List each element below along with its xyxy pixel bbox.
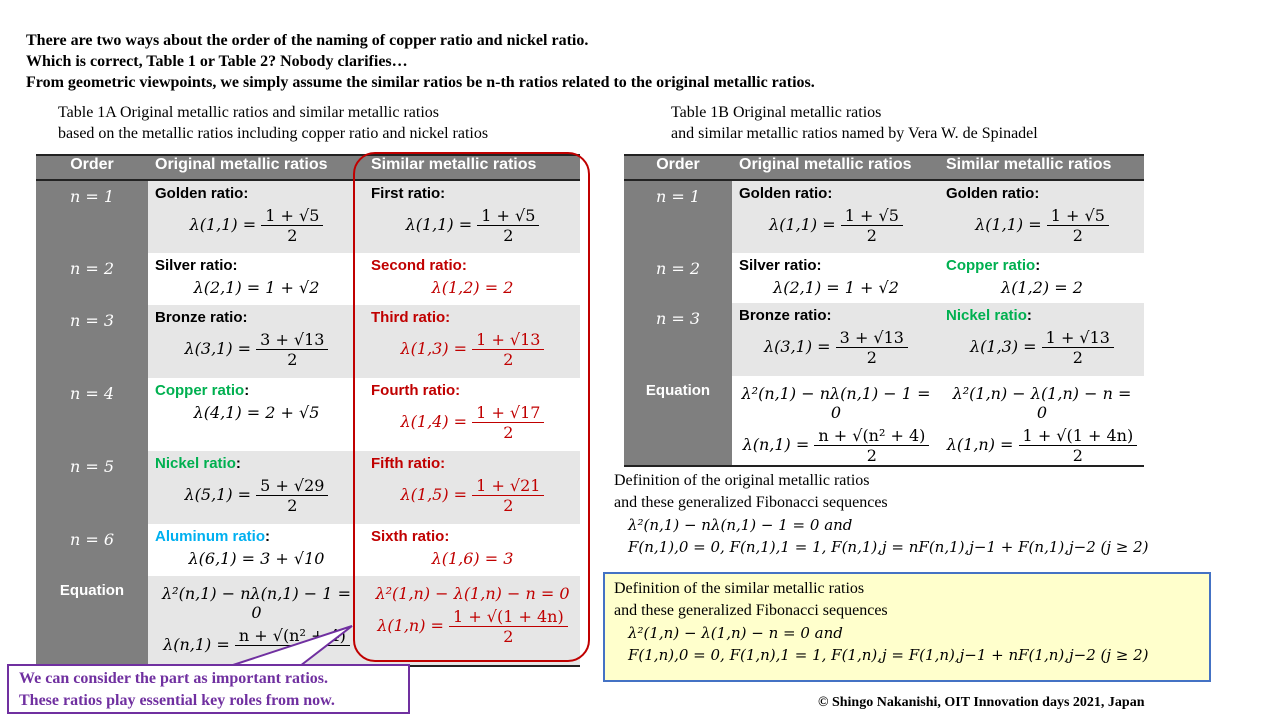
definition-equation: λ²(1,n) − λ(1,n) − n = 0 and (628, 624, 843, 642)
intro-line-2: Which is correct, Table 1 or Table 2? Nobody clarifies… (26, 53, 408, 70)
label-colon: : (1035, 257, 1041, 274)
header-similar: Similar metallic ratios (939, 155, 1144, 180)
copper-ratio-label: Copper ratio (155, 382, 245, 399)
ratio-formula: λ(4,1) = 2 + √5 (193, 403, 320, 422)
numerator: 1 + √(1 + 4n) (449, 607, 568, 627)
denominator: 2 (287, 226, 298, 245)
formula-lhs: λ(3,1) = (764, 337, 831, 356)
numerator: 1 + √13 (1042, 328, 1114, 348)
intro-line-3: From geometric viewpoints, we simply assume the similar ratios be n-th ratios related to the original metallic ratios. (26, 74, 815, 91)
denominator: 2 (503, 496, 514, 515)
formula-lhs: λ(1,1) = (975, 215, 1042, 234)
copyright: © Shingo Nakanishi, OIT Innovation days 2021, Japan (818, 695, 1145, 710)
ratio-label: First ratio: (371, 185, 446, 202)
callout-pointer-shape (230, 626, 352, 666)
table-1b-caption-line: Table 1B Original metallic ratios (671, 104, 882, 121)
denominator: 2 (503, 423, 514, 442)
label-colon: : (1026, 307, 1032, 324)
formula-lhs: λ(3,1) = (184, 339, 252, 358)
ratio-formula: λ(1,2) = 2 (1001, 278, 1083, 297)
denominator: 2 (866, 348, 877, 367)
denominator: 2 (503, 226, 514, 245)
ratio-label: Golden ratio: (739, 185, 833, 202)
formula-lhs: λ(1,4) = (400, 412, 468, 431)
definition-line: Definition of the original metallic ratios (614, 472, 870, 489)
nickel-ratio-label: Nickel ratio (155, 455, 236, 472)
formula-lhs: λ(1,n) = (946, 435, 1014, 454)
order-cell: n = 1 (36, 180, 148, 253)
order-cell: n = 5 (36, 451, 148, 524)
quadratic-equation: λ²(n,1) − nλ(n,1) − 1 = 0 (741, 384, 931, 422)
ratio-formula: λ(2,1) = 1 + √2 (193, 278, 320, 297)
order-cell: n = 1 (624, 180, 732, 253)
label-colon: : (244, 382, 250, 399)
denominator: 2 (287, 350, 298, 369)
nickel-ratio-label: Nickel ratio (946, 307, 1027, 324)
label-colon: : (235, 455, 241, 472)
equation-label: Equation (624, 376, 732, 466)
table-1b-caption-line: and similar metallic ratios named by Vera W. de Spinadel (671, 125, 1038, 142)
numerator: 1 + √21 (472, 476, 544, 496)
ratio-formula: λ(6,1) = 3 + √10 (188, 549, 325, 568)
ratio-label: Sixth ratio: (371, 528, 450, 545)
ratio-formula: λ(1,2) = 2 (431, 278, 514, 297)
formula-lhs: λ(1,n) = (377, 616, 444, 635)
numerator: 3 + √13 (256, 330, 328, 350)
ratio-label: Silver ratio: (155, 257, 238, 274)
numerator: 3 + √13 (836, 328, 908, 348)
header-original: Original metallic ratios (148, 155, 364, 180)
denominator: 2 (866, 226, 877, 245)
order-cell: n = 6 (36, 524, 148, 576)
header-similar: Similar metallic ratios (364, 155, 580, 180)
definition-line: and these generalized Fibonacci sequences (614, 494, 888, 511)
quadratic-equation: λ²(n,1) − nλ(n,1) − 1 = 0 (162, 584, 351, 622)
ratio-label: Bronze ratio: (739, 307, 832, 324)
order-cell: n = 3 (36, 305, 148, 378)
numerator: 5 + √29 (256, 476, 328, 496)
ratio-label: Silver ratio: (739, 257, 822, 274)
intro-line-1: There are two ways about the order of the naming of copper ratio and nickel ratio. (26, 32, 589, 49)
numerator: n + √(n² + 4) (235, 626, 350, 646)
equation-label: Equation (36, 576, 148, 666)
formula-lhs: λ(5,1) = (184, 485, 252, 504)
denominator: 2 (503, 627, 514, 646)
aluminum-ratio-label: Aluminum ratio (155, 528, 266, 545)
ratio-label: Fifth ratio: (371, 455, 446, 472)
numerator: 1 + √(1 + 4n) (1019, 426, 1138, 446)
header-original: Original metallic ratios (732, 155, 939, 180)
numerator: n + √(n² + 4) (814, 426, 929, 446)
formula-lhs: λ(1,1) = (189, 215, 257, 234)
ratio-label: Golden ratio: (155, 185, 249, 202)
callout-line: These ratios play essential key roles from now. (19, 692, 335, 709)
ratio-label: Second ratio: (371, 257, 467, 274)
numerator: 1 + √5 (261, 206, 323, 226)
order-cell: n = 2 (624, 253, 732, 303)
formula-lhs: λ(n,1) = (742, 435, 810, 454)
table-1a-caption-line: based on the metallic ratios including copper ratio and nickel ratios (58, 125, 489, 142)
order-cell: n = 4 (36, 378, 148, 451)
order-cell: n = 2 (36, 253, 148, 305)
denominator: 2 (1072, 446, 1083, 465)
ratio-formula: λ(1,6) = 3 (431, 549, 514, 568)
ratio-label: Golden ratio: (946, 185, 1040, 202)
callout-box (7, 664, 410, 714)
denominator: 2 (1072, 348, 1083, 367)
formula-lhs: λ(n,1) = (163, 635, 230, 654)
definition-equation: λ²(n,1) − nλ(n,1) − 1 = 0 and (628, 516, 853, 534)
quadratic-equation: λ²(1,n) − λ(1,n) − n = 0 (375, 584, 570, 603)
denominator: 2 (503, 350, 514, 369)
table-1a-caption-line: Table 1A Original metallic ratios and similar metallic ratios (58, 104, 439, 121)
denominator: 2 (866, 446, 877, 465)
fibonacci-recurrence: F(n,1),0 = 0, F(n,1),1 = 1, F(n,1),j = nF(n,1),j−1 + F(n,1),j−2 (j ≥ 2) (628, 538, 1149, 556)
ratio-formula: λ(2,1) = 1 + √2 (773, 278, 899, 297)
denominator: 2 (1072, 226, 1083, 245)
definition-line: Definition of the similar metallic ratios (614, 580, 865, 597)
numerator: 1 + √5 (477, 206, 539, 226)
ratio-label: Third ratio: (371, 309, 451, 326)
formula-lhs: λ(1,3) = (400, 339, 468, 358)
formula-lhs: λ(1,1) = (405, 215, 473, 234)
numerator: 1 + √13 (472, 330, 544, 350)
numerator: 1 + √17 (472, 403, 544, 423)
formula-lhs: λ(1,5) = (400, 485, 468, 504)
formula-lhs: λ(1,3) = (970, 337, 1037, 356)
label-colon: : (265, 528, 271, 545)
numerator: 1 + √5 (841, 206, 903, 226)
formula-lhs: λ(1,1) = (769, 215, 836, 234)
quadratic-equation: λ²(1,n) − λ(1,n) − n = 0 (952, 384, 1132, 422)
denominator: 2 (287, 496, 298, 515)
callout-line: We can consider the part as important ratios. (19, 670, 329, 687)
ratio-label: Fourth ratio: (371, 382, 461, 399)
copper-ratio-label: Copper ratio (946, 257, 1036, 274)
header-order: Order (36, 155, 148, 180)
numerator: 1 + √5 (1047, 206, 1109, 226)
header-order: Order (624, 155, 732, 180)
order-cell: n = 3 (624, 303, 732, 376)
definition-line: and these generalized Fibonacci sequences (614, 602, 888, 619)
ratio-label: Bronze ratio: (155, 309, 248, 326)
fibonacci-recurrence: F(1,n),0 = 0, F(1,n),1 = 1, F(1,n),j = F(1,n),j−1 + nF(1,n),j−2 (j ≥ 2) (628, 646, 1149, 664)
